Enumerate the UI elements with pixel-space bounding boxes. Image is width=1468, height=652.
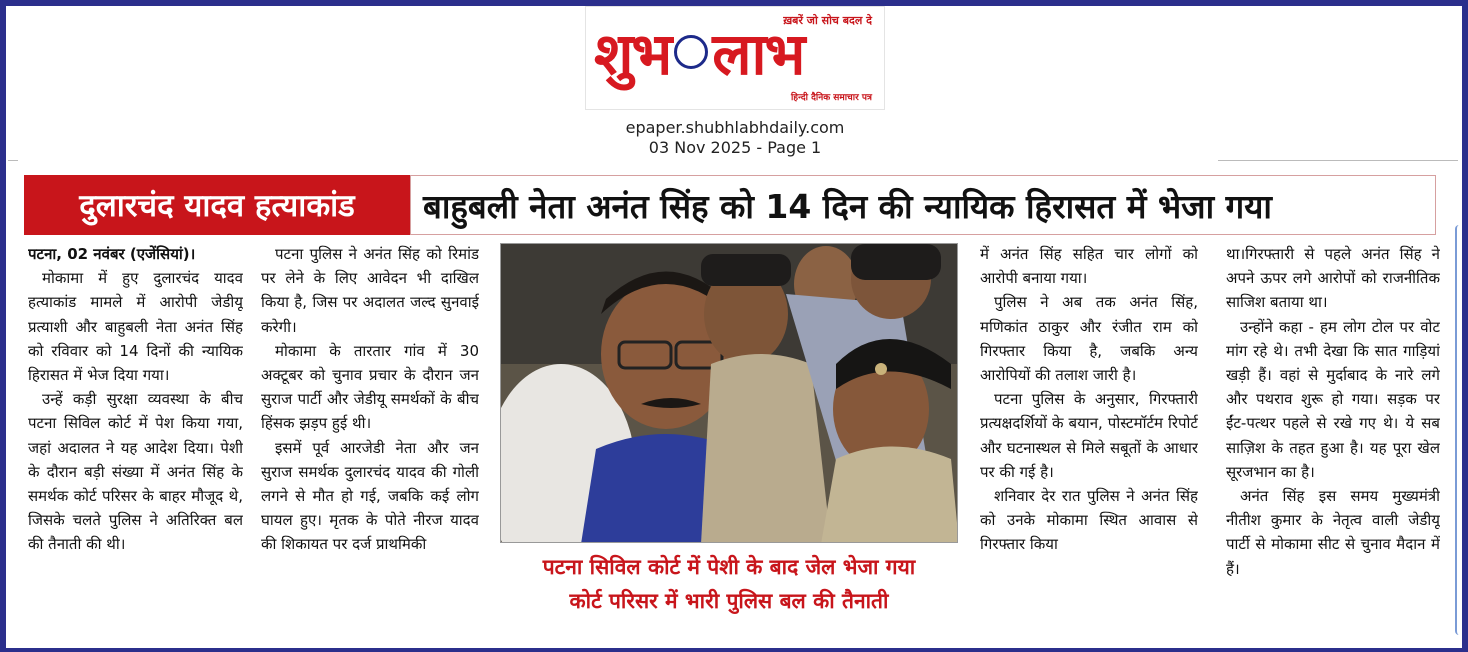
paragraph: था।गिरफ्तारी से पहले अनंत सिंह ने अपने ऊपर लगे आरोपों को राजनीतिक साजिश बताया था। [1226, 245, 1440, 312]
paragraph: पटना पुलिस ने अनंत सिंह को रिमांड पर लेने के लिए आवेदन भी दाखिल किया है, जिस पर अदालत जल्द सुनवाई करेगी। [261, 245, 479, 336]
ganesha-logo-icon [674, 35, 708, 69]
masthead [585, 6, 885, 110]
paragraph: उन्हें कड़ी सुरक्षा व्यवस्था के बीच पटना सिविल कोर्ट में पेश किया गया, जहां अदालत ने यह आदेश दिया। पेशी के दौरान बड़ी संख्या में अनंत सिंह के समर्थक कोर्ट परिसर के बाहर मौजूद थे, जिसके चलते पुलिस ने अतिरिक्त बल की तैनाती की थी। [28, 390, 243, 554]
logo-text-left: शुभ [594, 20, 671, 88]
headline-kicker: दुलारचंद यादव हत्याकांड [24, 175, 410, 235]
caption-line-2: कोर्ट परिसर में भारी पुलिस बल की तैनाती [569, 589, 889, 613]
news-photo [500, 243, 958, 543]
page-edge-curl [1455, 225, 1461, 635]
masthead-tagline: ख़बरें जो सोच बदल दे [783, 14, 872, 27]
paragraph: शनिवार देर रात पुलिस ने अनंत सिंह को उनके मोकामा स्थित आवास से गिरफ्तार किया [980, 487, 1198, 554]
paragraph: इसमें पूर्व आरजेडी नेता और जन सुराज समर्थक दुलारचंद यादव की गोली लगने से मौत हो गई, जबकि कई लोग घायल हुए। मृतक के पोते नीरज यादव की शिकायत पर दर्ज प्राथमिकी [261, 438, 479, 554]
news-photo-illustration [501, 244, 958, 543]
paragraph: उन्होंने कहा - हम लोग टोल पर वोट मांग रहे थे। तभी देखा कि सात गाड़ियां खड़ी हैं। वहां से मुर्दाबाद के नारे लगे और पथराव शुरू हो गया। सड़क पर ईंट-पत्थर पहले से रखे गए थे। ये सब साज़िश के तहत हुआ है। यह पूरा खेल सूरजभान का है। [1226, 317, 1440, 481]
logo-text-right: लाभ [712, 20, 804, 88]
headline: बाहुबली नेता अनंत सिंह को 14 दिन की न्यायिक हिरासत में भेजा गया [423, 186, 1272, 226]
paragraph: पटना पुलिस के अनुसार, गिरफ्तारी प्रत्यक्षदर्शियों के बयान, पोस्टमॉर्टम रिपोर्ट और घटनास्थल से मिले सबूतों के आधार पर की गई है। [980, 390, 1198, 481]
paragraph: पुलिस ने अब तक अनंत सिंह, मणिकांत ठाकुर और रंजीत राम को गिरफ्तार किया है, जबकि अन्य आरोपियों की तलाश जारी है। [980, 293, 1198, 385]
article-column-4 [1226, 242, 1440, 637]
article-column-1 [28, 242, 243, 637]
edition-dateline: 03 Nov 2025 - Page 1 [648, 138, 822, 157]
article-column-2 [261, 242, 479, 637]
page-frame-bottom [0, 648, 1468, 652]
photo-caption [500, 550, 958, 618]
byline: पटना, 02 नवंबर (एजेंसियां)। [28, 245, 196, 263]
paragraph: मोकामा के तारतार गांव में 30 अक्टूबर को चुनाव प्रचार के दौरान जन सुराज पार्टी और जेडीयू समर्थकों के बीच हिंसक झड़प हुई थी। [261, 341, 479, 433]
paragraph: अनंत सिंह इस समय मुख्यमंत्री नीतीश कुमार के नेतृत्व वाली जेडीयू पार्टी से मोकामा सीट से चुनाव मैदान में हैं। [1226, 487, 1440, 578]
paragraph: में अनंत सिंह सहित चार लोगों को आरोपी बनाया गया। [980, 245, 1198, 288]
masthead-subtagline: हिन्दी दैनिक समाचार पत्र [790, 93, 872, 103]
divider-left [8, 160, 18, 161]
epaper-site-url: epaper.shubhlabhdaily.com [625, 118, 845, 137]
caption-line-1: पटना सिविल कोर्ट में पेशी के बाद जेल भेजा गया [542, 555, 916, 579]
divider-right [1218, 160, 1458, 161]
headline-box [410, 175, 1436, 235]
newspaper-logo [594, 20, 804, 88]
paragraph: मोकामा में हुए दुलारचंद यादव हत्याकांड मामले में आरोपी जेडीयू प्रत्याशी और बाहुबली नेता अनंत सिंह को रविवार को 14 दिनों की न्यायिक हिरासत में भेज दिया गया। [28, 269, 243, 385]
article-column-3 [980, 242, 1198, 637]
